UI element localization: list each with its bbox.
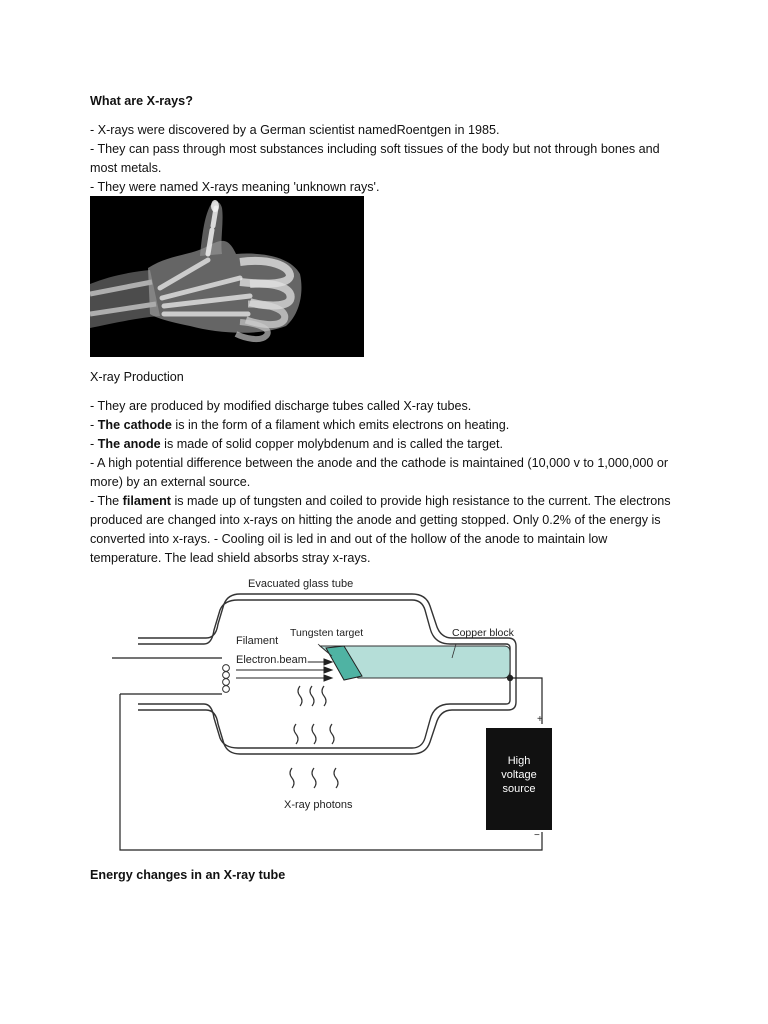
intro-line: - They were named X-rays meaning 'unknown rays'. [90, 180, 380, 194]
filament-coil [223, 665, 230, 693]
hand-xray-image [90, 196, 364, 357]
tungsten-target-label: Tungsten target [290, 627, 364, 639]
production-line: produced are changed into x-rays on hitting the anode and getting stopped. Only 0.2% of the energy is [90, 513, 661, 527]
intro-line: most metals. [90, 161, 162, 175]
source-label-line1: High [507, 755, 531, 767]
production-line: temperature. The lead shield absorbs stray x-rays. [90, 551, 371, 565]
filament-label: Filament [236, 635, 279, 647]
production-line: converted into x-rays. - Cooling oil is led in and out of the hollow of the anode to maintain low [90, 532, 608, 546]
positive-terminal-label: + [537, 714, 543, 725]
intro-line: - They can pass through most substances including soft tissues of the body but not through bones and [90, 142, 660, 156]
copper-block-label: Copper block [452, 627, 514, 639]
term-filament: filament [122, 494, 171, 508]
xray-intro-paragraph [90, 121, 690, 197]
production-line: - A high potential difference between the anode and the cathode is maintained (10,000 v to 1,000,000 or [90, 456, 669, 470]
xray-tube-diagram [100, 574, 560, 858]
heading-what-are-xrays: What are X-rays? [90, 94, 193, 108]
production-line: - The cathode is in the form of a filament which emits electrons on heating. [90, 418, 510, 432]
heading-xray-production: X-ray Production [90, 370, 184, 384]
production-line: - The filament is made up of tungsten and coiled to provide high resistance to the current. The electrons [90, 494, 671, 508]
xray-photon-squiggles [290, 686, 338, 788]
production-line: - They are produced by modified discharge tubes called X-ray tubes. [90, 399, 472, 413]
term-cathode: The cathode [97, 418, 172, 432]
xray-production-paragraph [90, 397, 690, 568]
production-line: more) by an external source. [90, 475, 251, 489]
electron-beam-label: Electron beam [236, 654, 307, 666]
source-label-line2: voltage [501, 769, 537, 781]
term-anode: The anode [97, 437, 161, 451]
xray-photons-label: X-ray photons [284, 799, 353, 811]
source-label-line3: source [502, 783, 536, 795]
production-line: - The anode is made of solid copper molybdenum and is called the target. [90, 437, 504, 451]
heading-energy-changes: Energy changes in an X-ray tube [90, 868, 286, 882]
evacuated-glass-tube-label: Evacuated glass tube [248, 578, 354, 590]
intro-line: - X-rays were discovered by a German scientist namedRoentgen in 1985. [90, 123, 500, 137]
negative-terminal-label: − [534, 830, 540, 841]
